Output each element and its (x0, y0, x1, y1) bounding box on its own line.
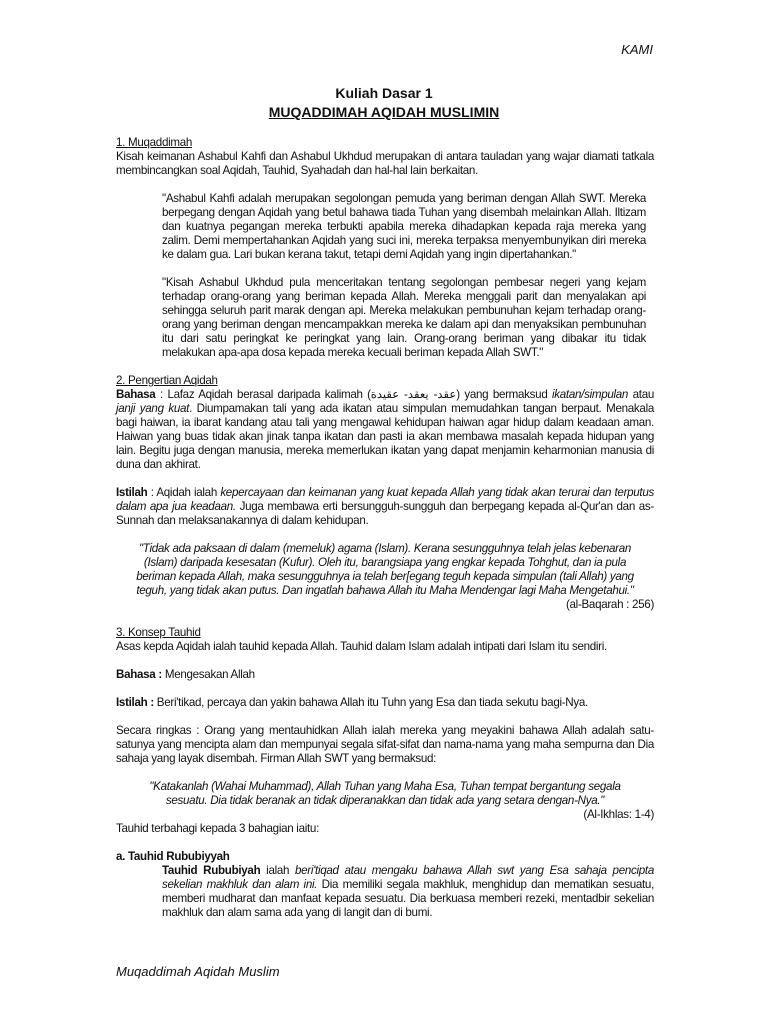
tauhid-bahagian: Tauhid terbahagi kepada 3 bahagian iaitu: (116, 822, 319, 835)
bahasa-paragraph (116, 388, 654, 472)
rububiyah-paragraph (116, 864, 654, 920)
bahasa-italic-2: janji yang kuat (116, 402, 190, 415)
bahasa-text-b: ) yang bermaksud (456, 388, 553, 401)
istilah-text-b: Juga membawa erti bersungguh-sungguh dan berpegang kepada al-Qur'an dan as-Sunnah dan melaksanakannya di dalam kehidupan. (116, 500, 654, 527)
source-al-baqarah: (al-Baqarah : 256) (565, 598, 654, 611)
document-body (116, 136, 654, 920)
bahasa-text-d: . Diumpamakan tali yang ada ikatan atau simpulan memudahkan tangan berpaut. Menakala bagi haiwan, ia ibarat kandang atau tali yang mengawal kehidupan haiwan agar hidup dalam keadaan aman. Haiwan yang buas tidak akan jinak tanpa ikatan dan pasti ia akan membawa masalah kepada hidupan yang lain. Begitu juga dengan manusia, mereka memerlukan ikatan yang dapat menjamin keharmonian manusia di duna dan akhirat. (116, 402, 654, 471)
istilah-text-a: : Aqidah ialah (147, 486, 221, 499)
footer-text: Muqaddimah Aqidah Muslim (116, 964, 280, 979)
header-text: KAMI (621, 42, 653, 57)
subsection-a-heading (116, 850, 654, 864)
istilah-paragraph (116, 486, 654, 528)
section-2-heading: 2. Pengertian Aqidah (116, 374, 218, 387)
istilah-italic: kepercayaan dan keimanan yang kuat kepada Allah yang tidak akan terurai dan terputus dalam apa jua keadaan. (116, 486, 654, 513)
quote-al-ikhlas: "Katakanlah (Wahai Muhammad), Allah Tuhan yang Maha Esa, Tuhan tempat bergantung segala sesuatu. Dia tidak beranak an tidak diperanakkan dan tidak ada yang setara dengan-Nya." (149, 780, 621, 807)
quote-ashabul-ukhdud: "Kisah Ashabul Ukhdud pula menceritakan tentang segolongan pembesar negeri yang kejam terhadap orang-orang yang beriman kepada Allah. Mereka menggali parit dan menyalakan api sehingga seluruh parit marak dengan api. Mereka melakukan pembunuhan kejam terhadap orang-orang yang beriman dengan mencampakkan mereka ke dalam api dan menyaksikan pembunuhan itu dari satu peringkat ke peringkat yang lain. Orang-orang beriman yang dibakar itu tidak melakukan apa-apa dosa kepada mereka kecuali beriman kepada Allah SWT." (162, 276, 646, 359)
title-line1: Kuliah Dasar 1 (335, 85, 433, 101)
section-1-intro: Kisah keimanan Ashabul Kahfi dan Ashabul Ukhdud merupakan di antara tauladan yang wajar diamati tatkala membincangkan soal Aqidah, Tauhid, Syahadah dan hal-hal lain berkaitan. (116, 150, 654, 177)
source-al-ikhlas: (Al-Ikhlas: 1-4) (583, 808, 654, 821)
istilah-label: Istilah (116, 486, 148, 499)
subsection-a-heading-text: a. Tauhid Rububiyyah (116, 850, 230, 863)
rububiyah-label: Tauhid Rububiyah (162, 864, 261, 877)
tauhid-istilah (116, 696, 654, 710)
section-1-heading: 1. Muqaddimah (116, 136, 193, 149)
quote-ashabul-kahfi: "Ashabul Kahfi adalah merupakan segolongan pemuda yang beriman dengan Allah SWT. Mereka berpegang dengan Aqidah yang betul bahawa tiada Tuhan yang disembah melainkan Allah. Iltizam dan kuatnya pegangan mereka terbukti apabila mereka dihadapkan kepada raja mereka yang zalim. Demi mempertahankan Aqidah yang suci ini, mereka terpaksa menyembunyikan diri mereka ke dalam gua. Lari bukan kerana takut, tetapi demi Aqidah yang ingin dipertahankan." (162, 192, 646, 261)
tauhid-bahasa-text: Mengesakan Allah (161, 668, 255, 681)
title-line2: MUQADDIMAH AQIDAH MUSLIMIN (268, 104, 500, 120)
tauhid-bahasa-label: Bahasa : (116, 668, 162, 681)
rububiyah-italic: beri'tiqad atau mengaku bahawa Allah swt yang Esa sahaja pencipta sekelian makhluk dan alam ini. (162, 864, 654, 891)
quote-al-baqarah: "Tidak ada paksaan di dalam (memeluk) agama (Islam). Kerana sesungguhnya telah jelas kebenaran (Islam) daripada kesesatan (Kufur). Oleh itu, barangsiapa yang engkar kepada Tohghut, dan ia pula beriman kepada Allah, maka sesungguhnya ia telah ber[egang teguh kepada simpulan (tali Allah) yang teguh, yang tidak akan putus. Dan ingatlah bahawa Allah itu Maha Mendengar lagi Maha Mengetahui." (136, 542, 634, 597)
tauhid-ringkas: Secara ringkas : Orang yang mentauhidkan Allah ialah mereka yang meyakini bahawa Allah adalah satu-satunya yang mencipta alam dan mempunyai segala sifat-sifat dan nama-nama yang maha sempurna dan Dia sahaja yang layak disembah. Firman Allah SWT yang bermaksud: (116, 724, 654, 765)
bahasa-text-c: atau (628, 388, 654, 401)
arabic-term: عقد- يعقد- عقيدة (370, 388, 457, 401)
tauhid-istilah-label: Istilah : (116, 696, 154, 709)
bahasa-text-a: : Lafaz Aqidah berasal daripada kalimah ( (155, 388, 371, 401)
bahasa-italic-1: ikatan/simpulan (552, 388, 629, 401)
tauhid-bahasa (116, 668, 654, 682)
tauhid-istilah-text: Beri'tikad, percaya dan yakin bahawa Allah itu Tuhn yang Esa dan tiada sekutu bagi-Nya. (153, 696, 588, 709)
bahasa-label: Bahasa (116, 388, 156, 401)
section-3-intro: Asas kepda Aqidah ialah tauhid kepada Allah. Tauhid dalam Islam adalah intipati dari Islam itu sendiri. (116, 640, 607, 653)
section-3-heading: 3. Konsep Tauhid (116, 626, 201, 639)
rububiyah-text-2: Dia memiliki segala makhluk, menghidup dan mematikan sesuatu, memberi mudharat dan manfaat kepada sesuatu. Dia berkuasa memberi rezeki, mentadbir sekelian makhluk dan alam sama ada yang di langit dan di bumi. (162, 878, 654, 919)
rububiyah-text-1: ialah (260, 864, 295, 877)
